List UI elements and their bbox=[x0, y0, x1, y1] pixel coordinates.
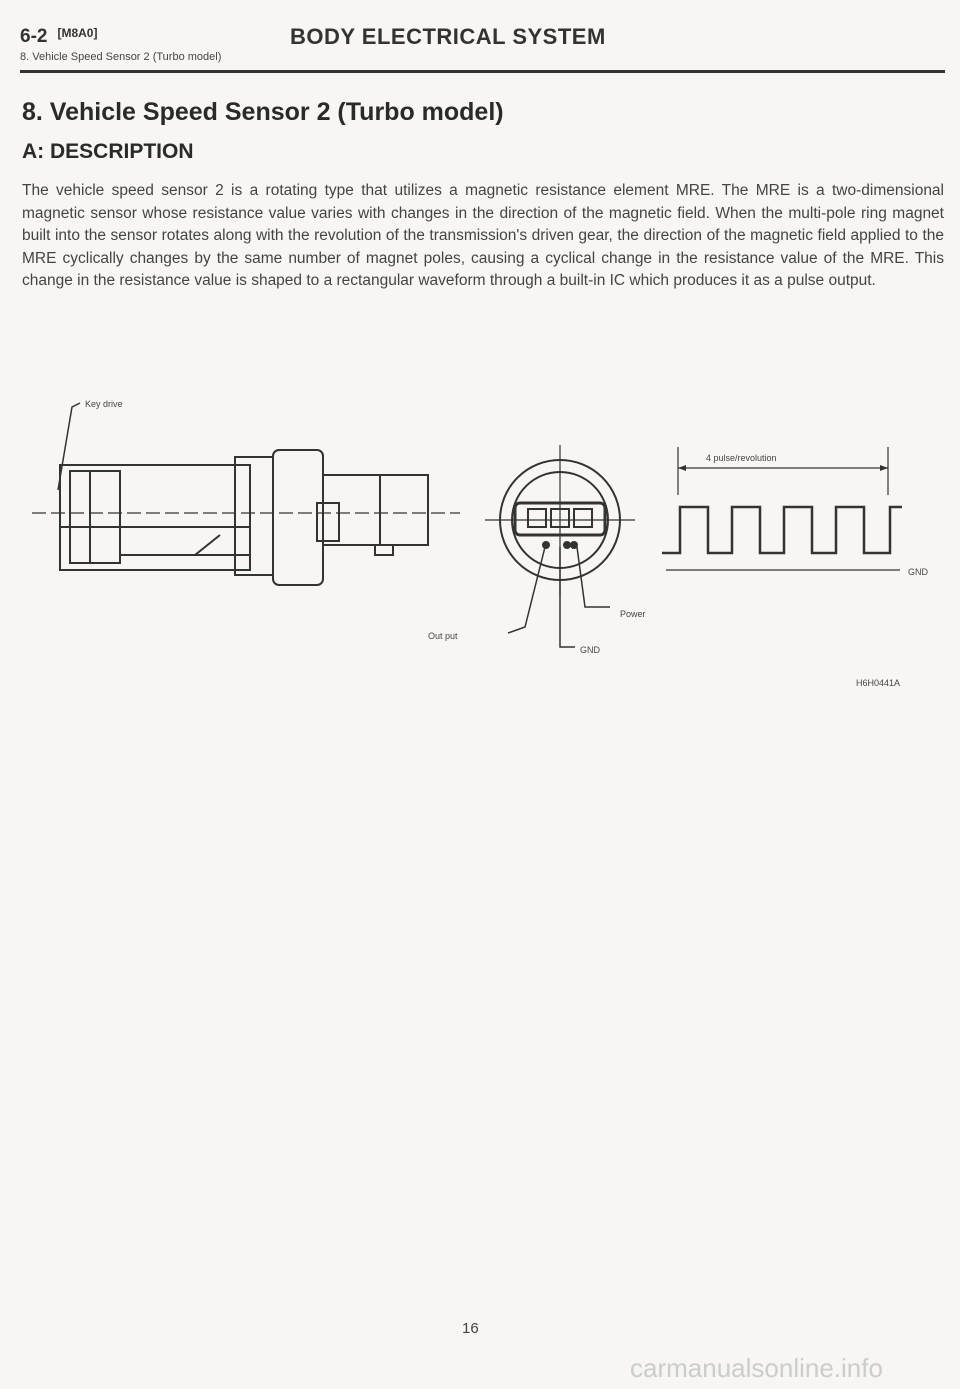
output-leader bbox=[508, 547, 545, 633]
pulse-waveform bbox=[662, 447, 902, 570]
header-title: BODY ELECTRICAL SYSTEM bbox=[290, 24, 606, 49]
gnd-waveform-label: GND bbox=[908, 567, 928, 577]
section-code: [M8A0] bbox=[57, 26, 98, 40]
sensor-diagram bbox=[20, 385, 950, 705]
page-number: 16 bbox=[462, 1320, 479, 1337]
sensor-side-view bbox=[32, 450, 460, 585]
pulse-revolution-label: 4 pulse/revolution bbox=[706, 453, 777, 463]
page-code: 6-2 [M8A0] bbox=[20, 26, 98, 47]
gnd-connector-leader bbox=[560, 547, 575, 647]
figure-id: H6H0441A bbox=[856, 678, 901, 688]
header-subtitle: 8. Vehicle Speed Sensor 2 (Turbo model) bbox=[20, 51, 222, 63]
power-label: Power bbox=[620, 609, 646, 619]
output-label: Out put bbox=[428, 631, 458, 641]
header-divider bbox=[20, 70, 945, 73]
watermark: carmanualsonline.info bbox=[630, 1353, 883, 1383]
description-paragraph: The vehicle speed sensor 2 is a rotating type that utilizes a magnetic resistance element MRE. The MRE is a two-dimensional magnetic sensor whose resistance value varies with changes in the direction of the magnetic field. When the multi-pole ring magnet built into the sensor rotates along with the revolution of the transmission's driven gear, the direction of the magnetic field applied to the MRE cyclically changes by the same number of magnet poles, causing a cyclical change in the resistance value of the MRE. This change in the resistance value is shaped to a rectangular waveform through a built-in IC which produces it as a pulse output. bbox=[22, 182, 944, 289]
section-title: 8. Vehicle Speed Sensor 2 (Turbo model) bbox=[22, 98, 504, 126]
power-leader bbox=[577, 547, 610, 607]
section-subtitle: A: DESCRIPTION bbox=[22, 140, 194, 163]
key-drive-label: Key drive bbox=[85, 399, 123, 409]
gnd-connector-label: GND bbox=[580, 645, 600, 655]
